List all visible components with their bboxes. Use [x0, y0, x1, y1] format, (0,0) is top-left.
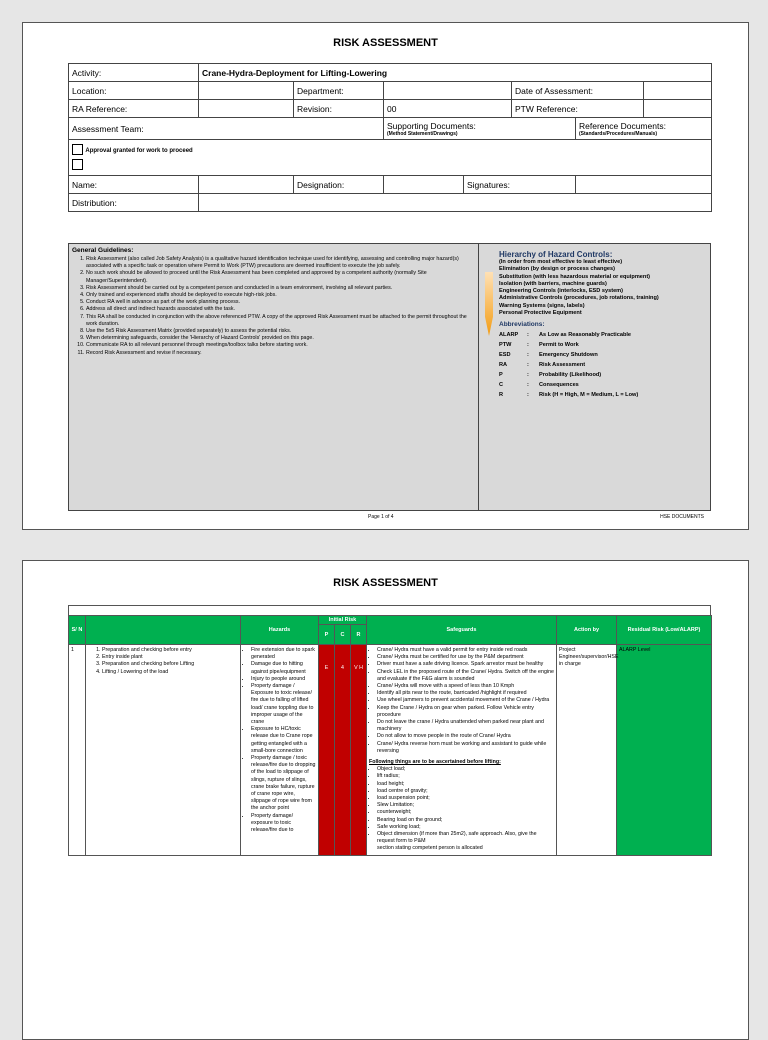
col-initial-risk: Initial Risk: [319, 616, 367, 625]
guideline-item: 8. Use the 5x5 Risk Assessment Matrix (provided separately) to assess the potential risks.: [86, 328, 475, 335]
hazard-item: • Injury to people around: [251, 676, 316, 683]
col-steps: [86, 616, 241, 645]
guideline-item: 5. Conduct RA well in advance as part of the work planning process.: [86, 299, 475, 306]
lifting-item: • Bearing load on the ground;: [377, 817, 554, 824]
activity-steps: [86, 645, 241, 856]
page-number: Page 1 of 4: [368, 514, 394, 520]
abbrev-row: R : Risk (H = High, M = Medium, L = Low): [499, 392, 639, 399]
department-value[interactable]: [384, 82, 512, 100]
activity-value: Crane-Hydra-Deployment for Lifting-Lowering: [199, 64, 712, 82]
approval-label: Approval granted for work to proceed: [85, 148, 193, 154]
consequence-cell: 4: [335, 645, 351, 856]
ra-reference-label: RA Reference:: [69, 100, 199, 118]
col-c: C: [335, 625, 351, 645]
page-title: RISK ASSESSMENT: [333, 37, 438, 49]
hazard-item: • Exposure to HC/toxic release due to Crane rope getting entangled with a small-bore connection: [251, 726, 316, 755]
ptw-reference-value[interactable]: [644, 100, 712, 118]
safeguard-item: • Use wheel jammers to prevent accidental movement of the Crane / Hydra: [377, 697, 554, 704]
location-label: Location:: [69, 82, 199, 100]
guidelines-box: [68, 243, 711, 511]
safeguard-item: • Crane/ Hydra must have a valid permit for entry inside red roads: [377, 647, 554, 654]
abbreviations-title: Abbreviations:: [499, 321, 545, 329]
col-hazards: Hazards: [241, 616, 319, 645]
guideline-item: 7. This RA shall be conducted in conjunction with the above referenced PTW. A copy of the approved Risk Assessment must be attached to the permit throughout the work duration.: [86, 314, 475, 328]
lifting-item: • load height;: [377, 781, 554, 788]
abbrev-row: ALARP : As Low as Reasonably Practicable: [499, 332, 632, 339]
abbrev-row: P : Probability (Likelihood): [499, 372, 602, 379]
date-value[interactable]: [644, 82, 712, 100]
name-label: Name:: [69, 176, 199, 194]
revision-value: 00: [384, 100, 512, 118]
safeguard-item: • Keep the Crane / Hydra on gear when parked. Follow Vehicle entry procedure: [377, 705, 554, 719]
ra-reference-value[interactable]: [199, 100, 294, 118]
name-value[interactable]: [199, 176, 294, 194]
footer-label: HSE DOCUMENTS: [660, 514, 704, 520]
supporting-docs-sub: (Method Statement/Drawings): [387, 130, 458, 137]
approval-checkbox[interactable]: [72, 144, 83, 155]
abbrev-row: C : Consequences: [499, 382, 579, 389]
ptw-reference-label: PTW Reference:: [512, 100, 644, 118]
lifting-item: • Object dimension (if more than 25m2), safe approach. Also, give the request form to P&M: [377, 831, 554, 845]
col-sn: S/ N: [69, 616, 86, 645]
hazard-hierarchy: [479, 244, 710, 510]
step-item: 1. Preparation and checking before entry: [102, 647, 238, 654]
hierarchy-item: Isolation (with barriers, machine guards): [499, 280, 607, 287]
residual-risk-cell: ALARP Level: [617, 645, 712, 856]
distribution-label: Distribution:: [69, 194, 199, 212]
col-safeguards: Safeguards: [367, 616, 557, 645]
document-page-2: [22, 560, 749, 1040]
guideline-item: 10. Communicate RA to all relevant personnel through meetings/toolbox talks before starting work.: [86, 342, 475, 349]
abbrev-row: PTW : Permit to Work: [499, 342, 579, 349]
guidelines-title: General Guidelines:: [72, 247, 134, 254]
page-title: RISK ASSESSMENT: [333, 577, 438, 589]
abbrev-row: RA : Risk Assessment: [499, 362, 586, 369]
header-table: [68, 63, 712, 212]
safeguard-item: • Crane/ Hydra will move with a speed of less than 10 Kmph: [377, 683, 554, 690]
general-guidelines: [69, 244, 479, 510]
rejection-checkbox[interactable]: [72, 159, 83, 170]
lifting-item: • load centre of gravity;: [377, 788, 554, 795]
lifting-item: • Safe working load;: [377, 824, 554, 831]
step-item: 4. Lifting / Lowering of the load: [102, 669, 238, 676]
location-value[interactable]: [199, 82, 294, 100]
hazards-cell: [241, 645, 319, 856]
hierarchy-item: Engineering Controls (interlocks, ESD system): [499, 288, 624, 295]
col-action-by: Action by: [557, 616, 617, 645]
safeguards-cell: [367, 645, 557, 856]
action-by-cell: Project Engineer/supervisor/HSE in charge: [557, 645, 617, 856]
reference-docs-label: Reference Documents:: [579, 120, 666, 131]
abbrev-row: ESD : Emergency Shutdown: [499, 352, 598, 359]
safeguard-item: • Crane/ Hydra reverse horn must be working and assistant to guide while reversing: [377, 741, 554, 755]
department-label: Department:: [294, 82, 384, 100]
table-top-border: [68, 605, 711, 615]
lifting-item: • counterweight;: [377, 809, 554, 816]
hazard-item: • Fire extension due to spark generated: [251, 647, 316, 661]
designation-label: Designation:: [294, 176, 384, 194]
lifting-item-continued: section stating competent person is allocated: [377, 845, 483, 852]
safeguard-item: • Crane/ Hydra must be certified for use by the P&M department: [377, 654, 554, 661]
guideline-item: 6. Address all direct and indirect hazards associated with the task.: [86, 306, 475, 313]
designation-value[interactable]: [384, 176, 464, 194]
signatures-value[interactable]: [576, 176, 712, 194]
revision-label: Revision:: [294, 100, 384, 118]
risk-cell: V H: [351, 645, 367, 856]
hierarchy-item: Substitution (with less hazardous material or equipment): [499, 273, 651, 280]
supporting-docs-label: Supporting Documents:: [387, 120, 476, 131]
activity-label: Activity:: [69, 64, 199, 82]
guideline-item: 9. When determining safeguards, consider the 'Hierarchy of Hazard Controls' provided on this page.: [86, 335, 475, 342]
step-item: 3. Preparation and checking before Lifting: [102, 661, 238, 668]
document-page-1: [22, 22, 749, 530]
guideline-item: 4. Only trained and experienced staffs should be deployed to execute high-risk jobs.: [86, 292, 475, 299]
hierarchy-item: Personal Protective Equipment: [499, 310, 582, 317]
hazard-item: • Property damage/ exposure to toxic release/fire due to: [251, 813, 316, 835]
lifting-item: • lift radius;: [377, 773, 554, 780]
hazard-item: • Property damage / toxic release/fire due to dropping of the load to slippage of slings, rupture of slings, crane brake failure, rupture of crane rope wire, slippage of rope wire from the anchor point: [251, 755, 316, 813]
safeguard-item: • Check LEL in the proposed route of the Crane/ Hydra. Switch off the engine and evaluate if the F&G alarm is sounded: [377, 669, 554, 683]
signatures-label: Signatures:: [464, 176, 576, 194]
hierarchy-item: Elimination (by design or process changes): [499, 266, 615, 273]
hierarchy-item: Warning Systems (signs, labels): [499, 302, 585, 309]
hazard-item: • Damage due to hitting against pipe/equipment: [251, 661, 316, 675]
guidelines-list: [72, 256, 475, 357]
lifting-item: • load suspension point;: [377, 795, 554, 802]
reference-docs-sub: (Standards/Procedures/Manuals): [579, 130, 658, 137]
assessment-team-label: Assessment Team:: [69, 118, 384, 140]
step-item: 2. Entry inside plant: [102, 654, 238, 661]
hierarchy-item: Administrative Controls (procedures, job rotations, training): [499, 295, 659, 302]
hierarchy-subtitle: (In order from most effective to least effective): [499, 259, 623, 265]
lifting-item: • Slew Limitation;: [377, 802, 554, 809]
date-label: Date of Assessment:: [512, 82, 644, 100]
distribution-value[interactable]: [199, 194, 712, 212]
probability-cell: E: [319, 645, 335, 856]
hierarchy-title: Hierarchy of Hazard Controls:: [499, 250, 613, 259]
row-sn: 1: [69, 645, 86, 856]
guideline-item: 11. Record Risk Assessment and revise if necessary.: [86, 350, 475, 357]
guideline-item: 3. Risk Assessment should be carried out by a competent person and conducted in a team environment, involving all relevant parties.: [86, 285, 475, 292]
lifting-title: Following things are to be ascertained before lifting:: [369, 759, 501, 766]
risk-table: [68, 615, 712, 856]
safeguard-item: • Identify all pits near to the route, barricaded /highlight if required: [377, 690, 554, 697]
col-residual-risk: Residual Risk (Low/ALARP): [617, 616, 712, 645]
col-p: P: [319, 625, 335, 645]
table-row: [69, 645, 712, 856]
safeguard-item: • Do not leave the crane / Hydra unattended when parked near plant and machinery: [377, 719, 554, 733]
guideline-item: 1. Risk Assessment (also called Job Safety Analysis) is a qualitative hazard identification technique used for identifying, assessing and controlling major hazard(s) associated with a specific task or operation where Permit to Work (PTW) precautions are deemed insufficient to execute the job safely.: [86, 256, 475, 270]
col-r: R: [351, 625, 367, 645]
lifting-item: • Object load;: [377, 766, 554, 773]
guideline-item: 2. No such work should be allowed to proceed until the Risk Assessment has been completed and approved by a competent authority (normally Site Manager/Superintendent).: [86, 270, 475, 284]
safeguard-item: • Do not allow to move people in the route of Crane/ Hydra: [377, 733, 554, 740]
hazard-item: • Property damage / Exposure to toxic release/ fire due to falling of lifted load/ crane toppling due to improper usage of the crane: [251, 683, 316, 726]
safeguard-item: • Driver must have a safe driving licence. Spark arrestor must be healthy: [377, 661, 554, 668]
